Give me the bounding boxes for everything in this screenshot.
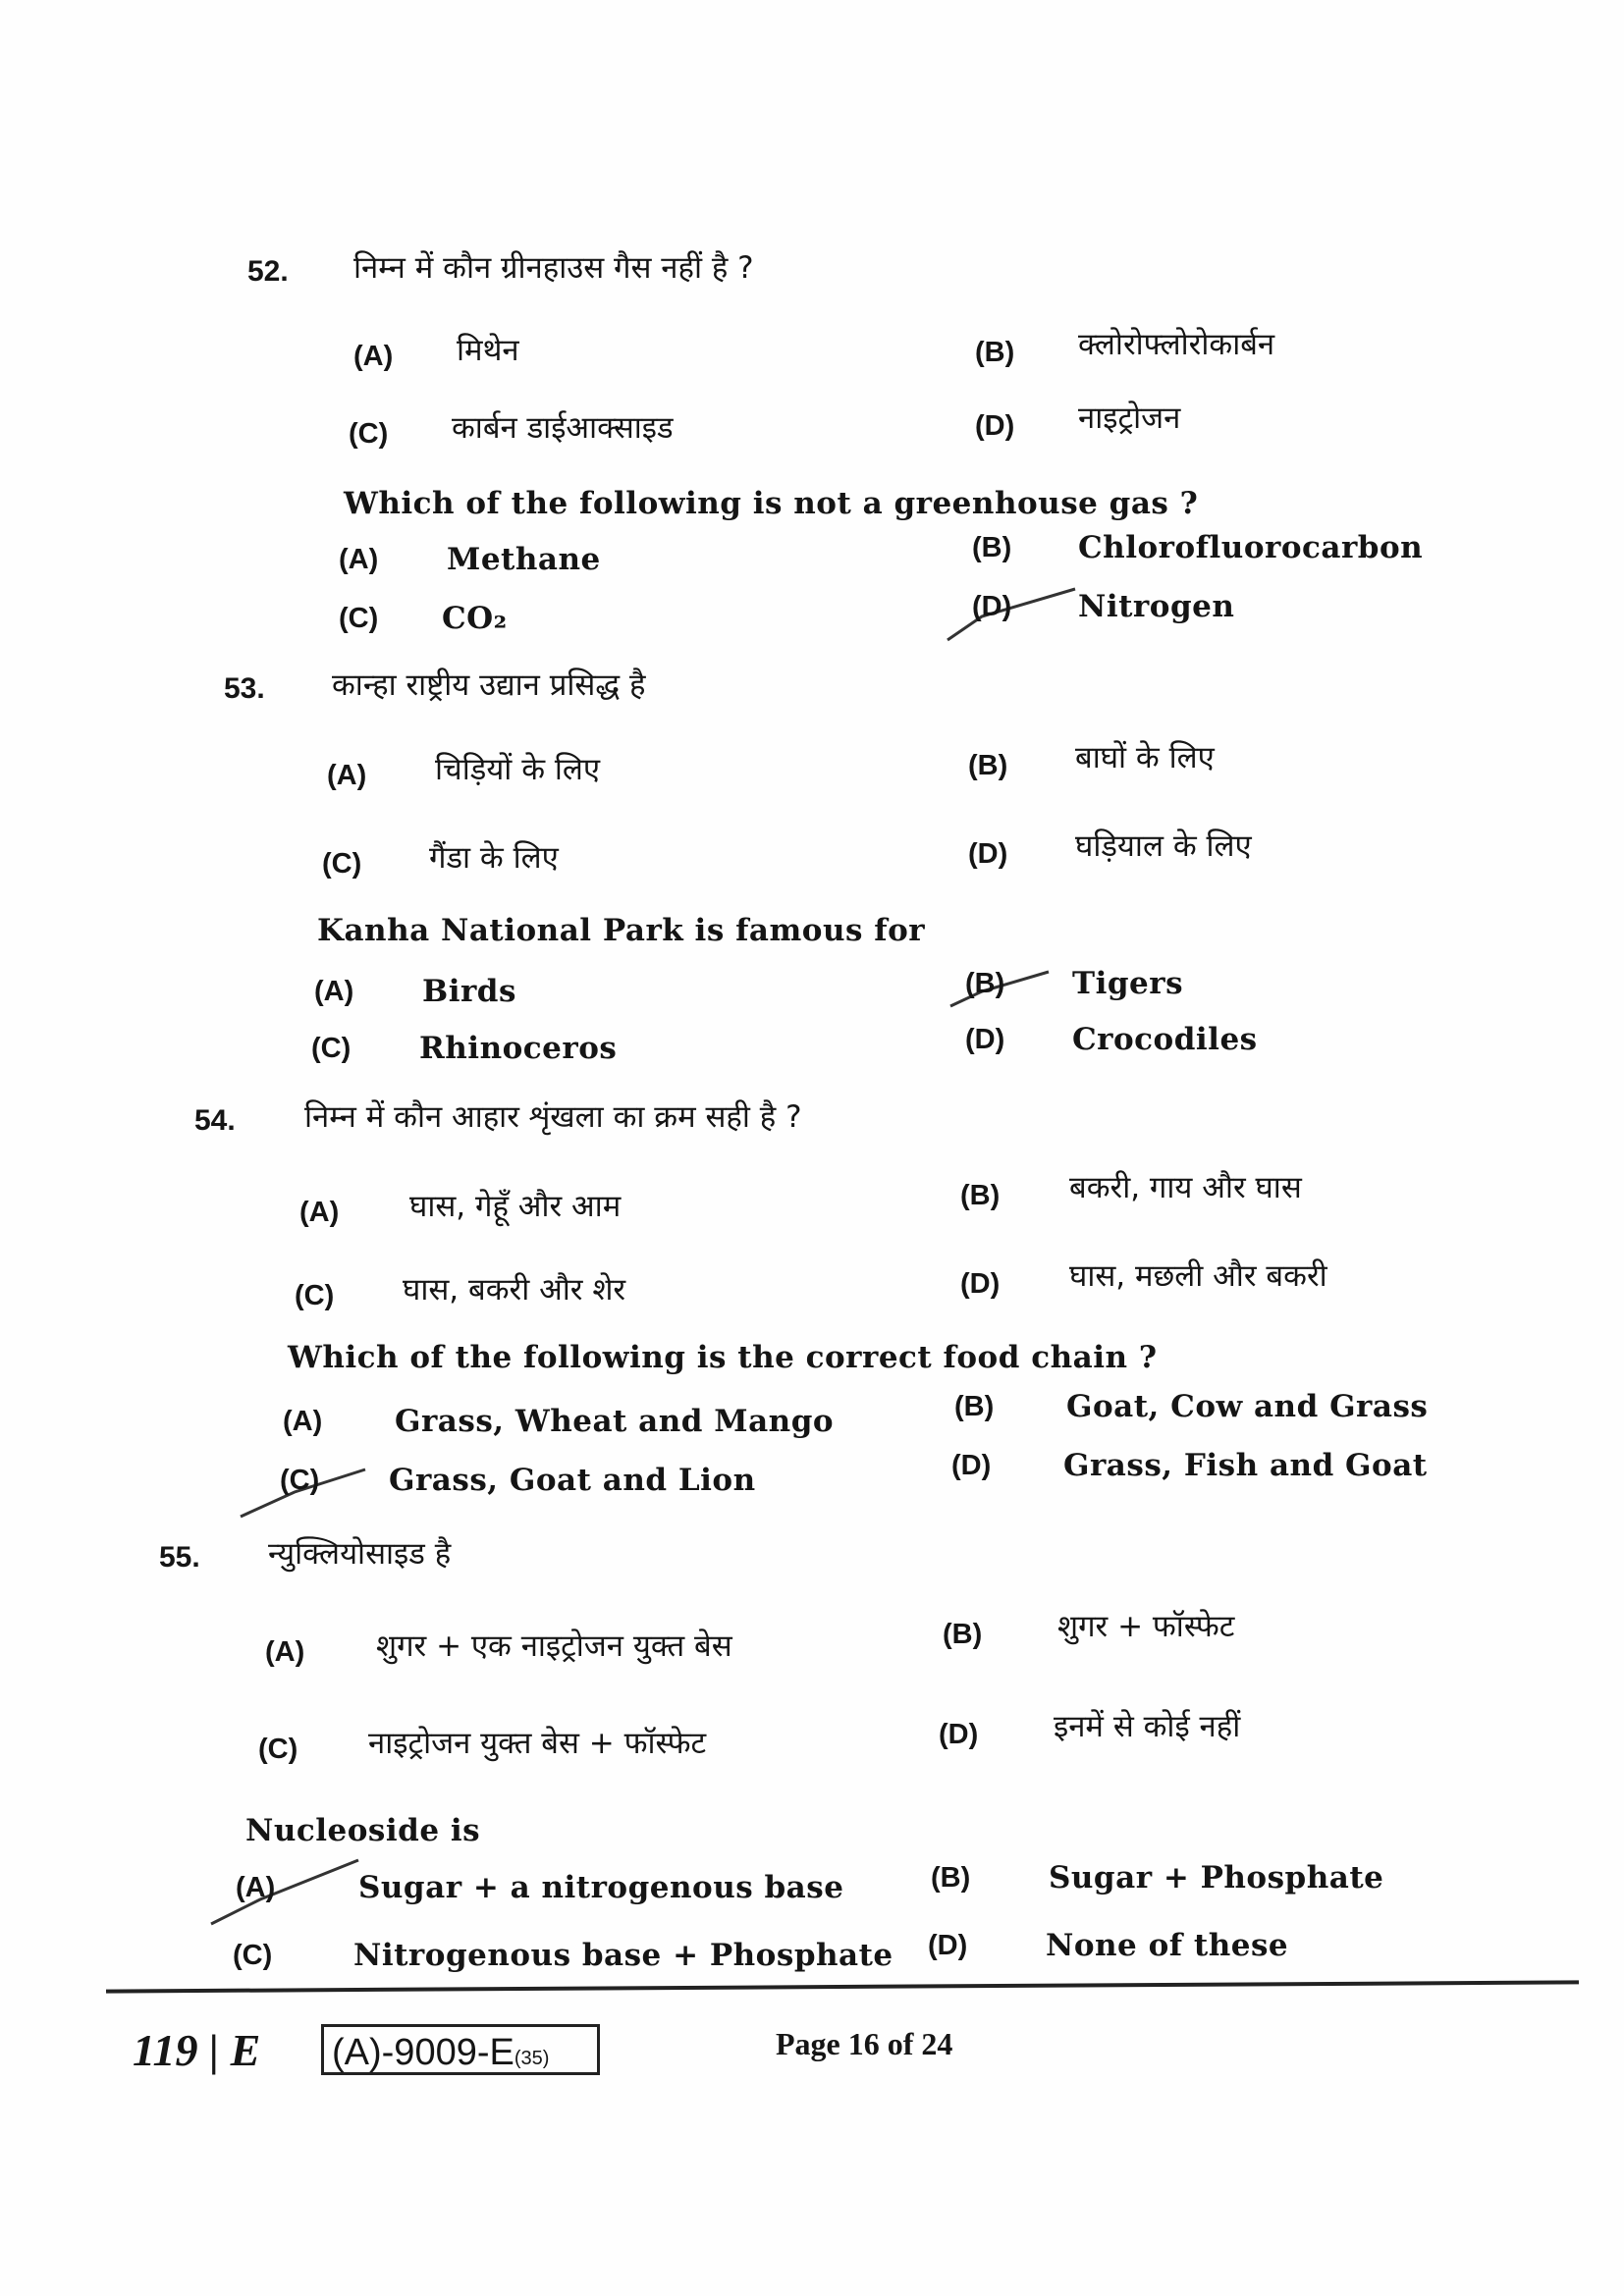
question-number: 52.	[247, 255, 289, 288]
option-label: (B)	[943, 1619, 983, 1650]
option-label: (A)	[327, 760, 367, 791]
option-label: (D)	[939, 1719, 979, 1750]
option-text-english: Chlorofluorocarbon	[1078, 530, 1424, 565]
option-text-hindi: इनमें से कोई नहीं	[1054, 1709, 1241, 1744]
option-text-english: Rhinoceros	[419, 1031, 618, 1066]
option-label: (B)	[968, 750, 1008, 781]
option-text-hindi: शुगर + फॉस्फेट	[1057, 1609, 1235, 1644]
option-text-hindi: नाइट्रोजन	[1078, 400, 1181, 436]
booklet-code-sub: (35)	[514, 2048, 550, 2069]
option-label: (D)	[975, 410, 1015, 442]
tick-mark-q55	[211, 1860, 358, 1924]
option-text-english: Sugar + Phosphate	[1049, 1860, 1384, 1896]
option-label: (A)	[299, 1197, 340, 1228]
option-label: (B)	[954, 1391, 995, 1422]
question-text-english: Kanha National Park is famous for	[317, 913, 926, 948]
question-text-hindi: निम्न में कौन आहार शृंखला का क्रम सही है ?	[304, 1099, 802, 1135]
option-text-english: Nitrogenous base + Phosphate	[353, 1938, 893, 1973]
page-number: Page 16 of 24	[776, 2026, 953, 2061]
option-text-english: Grass, Fish and Goat	[1063, 1448, 1428, 1483]
option-label: (D)	[960, 1268, 1001, 1300]
option-label: (A)	[236, 1872, 276, 1903]
option-label: (C)	[339, 603, 379, 634]
option-text-hindi: मिथेन	[457, 333, 519, 368]
question-text-english: Which of the following is not a greenhouse gas ?	[344, 486, 1199, 521]
option-label: (C)	[280, 1465, 320, 1496]
option-label: (B)	[931, 1862, 971, 1894]
option-text-english: Goat, Cow and Grass	[1066, 1389, 1429, 1424]
question-text-english: Which of the following is the correct food chain ?	[288, 1340, 1158, 1375]
option-text-english: None of these	[1046, 1928, 1289, 1963]
footer-rule	[106, 1980, 1579, 1993]
option-label: (D)	[968, 838, 1008, 870]
option-text-hindi: घड़ियाल के लिए	[1075, 828, 1252, 864]
question-text-english: Nucleoside is	[245, 1813, 481, 1848]
option-text-english: Grass, Wheat and Mango	[395, 1404, 835, 1439]
option-text-english: Crocodiles	[1072, 1022, 1258, 1057]
option-label: (C)	[258, 1734, 298, 1765]
option-text-english: CO₂	[442, 601, 508, 636]
option-label: (A)	[339, 544, 379, 575]
option-text-hindi: चिड़ियों के लिए	[435, 752, 601, 787]
option-text-hindi: क्लोरोफ्लोरोकार्बन	[1078, 327, 1275, 362]
option-label: (D)	[965, 1024, 1005, 1055]
option-label: (B)	[972, 532, 1012, 563]
option-label: (C)	[322, 848, 362, 880]
option-text-english: Grass, Goat and Lion	[389, 1463, 756, 1498]
option-label: (D)	[972, 591, 1012, 622]
option-label: (C)	[311, 1033, 352, 1064]
option-text-hindi: शुगर + एक नाइट्रोजन युक्त बेस	[376, 1629, 732, 1664]
question-text-hindi: कान्हा राष्ट्रीय उद्यान प्रसिद्ध है	[332, 667, 646, 703]
question-number: 55.	[159, 1541, 200, 1574]
option-text-english: Birds	[422, 974, 516, 1009]
option-label: (A)	[283, 1406, 323, 1437]
option-label: (C)	[349, 418, 389, 450]
option-text-english: Tigers	[1072, 966, 1184, 1001]
option-label: (B)	[975, 337, 1015, 368]
question-text-hindi: निम्न में कौन ग्रीनहाउस गैस नहीं है ?	[353, 250, 754, 286]
option-label: (C)	[233, 1940, 273, 1971]
option-text-hindi: घास, मछली और बकरी	[1069, 1258, 1327, 1294]
paper-code: 119 | E	[133, 2025, 261, 2075]
option-label: (C)	[295, 1280, 335, 1311]
booklet-code-box	[321, 2024, 600, 2075]
option-text-hindi: गैंडा के लिए	[429, 840, 559, 876]
option-text-hindi: कार्बन डाईआक्साइड	[452, 410, 674, 446]
question-number: 53.	[224, 672, 265, 705]
option-text-hindi: घास, बकरी और शेर	[403, 1272, 626, 1308]
option-label: (A)	[353, 341, 394, 372]
booklet-code: (A)-9009-E	[332, 2032, 514, 2073]
option-label: (B)	[965, 968, 1005, 999]
option-text-hindi: घास, गेहूँ और आम	[409, 1189, 622, 1224]
option-label: (B)	[960, 1180, 1001, 1211]
option-text-hindi: नाइट्रोजन युक्त बेस + फॉस्फेट	[368, 1726, 707, 1761]
option-label: (A)	[265, 1636, 305, 1668]
option-text-english: Sugar + a nitrogenous base	[358, 1870, 844, 1905]
option-text-english: Methane	[447, 542, 601, 577]
option-text-hindi: बाघों के लिए	[1075, 740, 1215, 775]
question-number: 54.	[194, 1104, 236, 1137]
option-text-english: Nitrogen	[1078, 589, 1235, 624]
question-text-hindi: न्युक्लियोसाइड है	[268, 1536, 452, 1572]
option-text-hindi: बकरी, गाय और घास	[1069, 1170, 1302, 1205]
option-label: (D)	[951, 1450, 992, 1481]
option-label: (D)	[928, 1930, 968, 1961]
option-label: (A)	[314, 976, 354, 1007]
